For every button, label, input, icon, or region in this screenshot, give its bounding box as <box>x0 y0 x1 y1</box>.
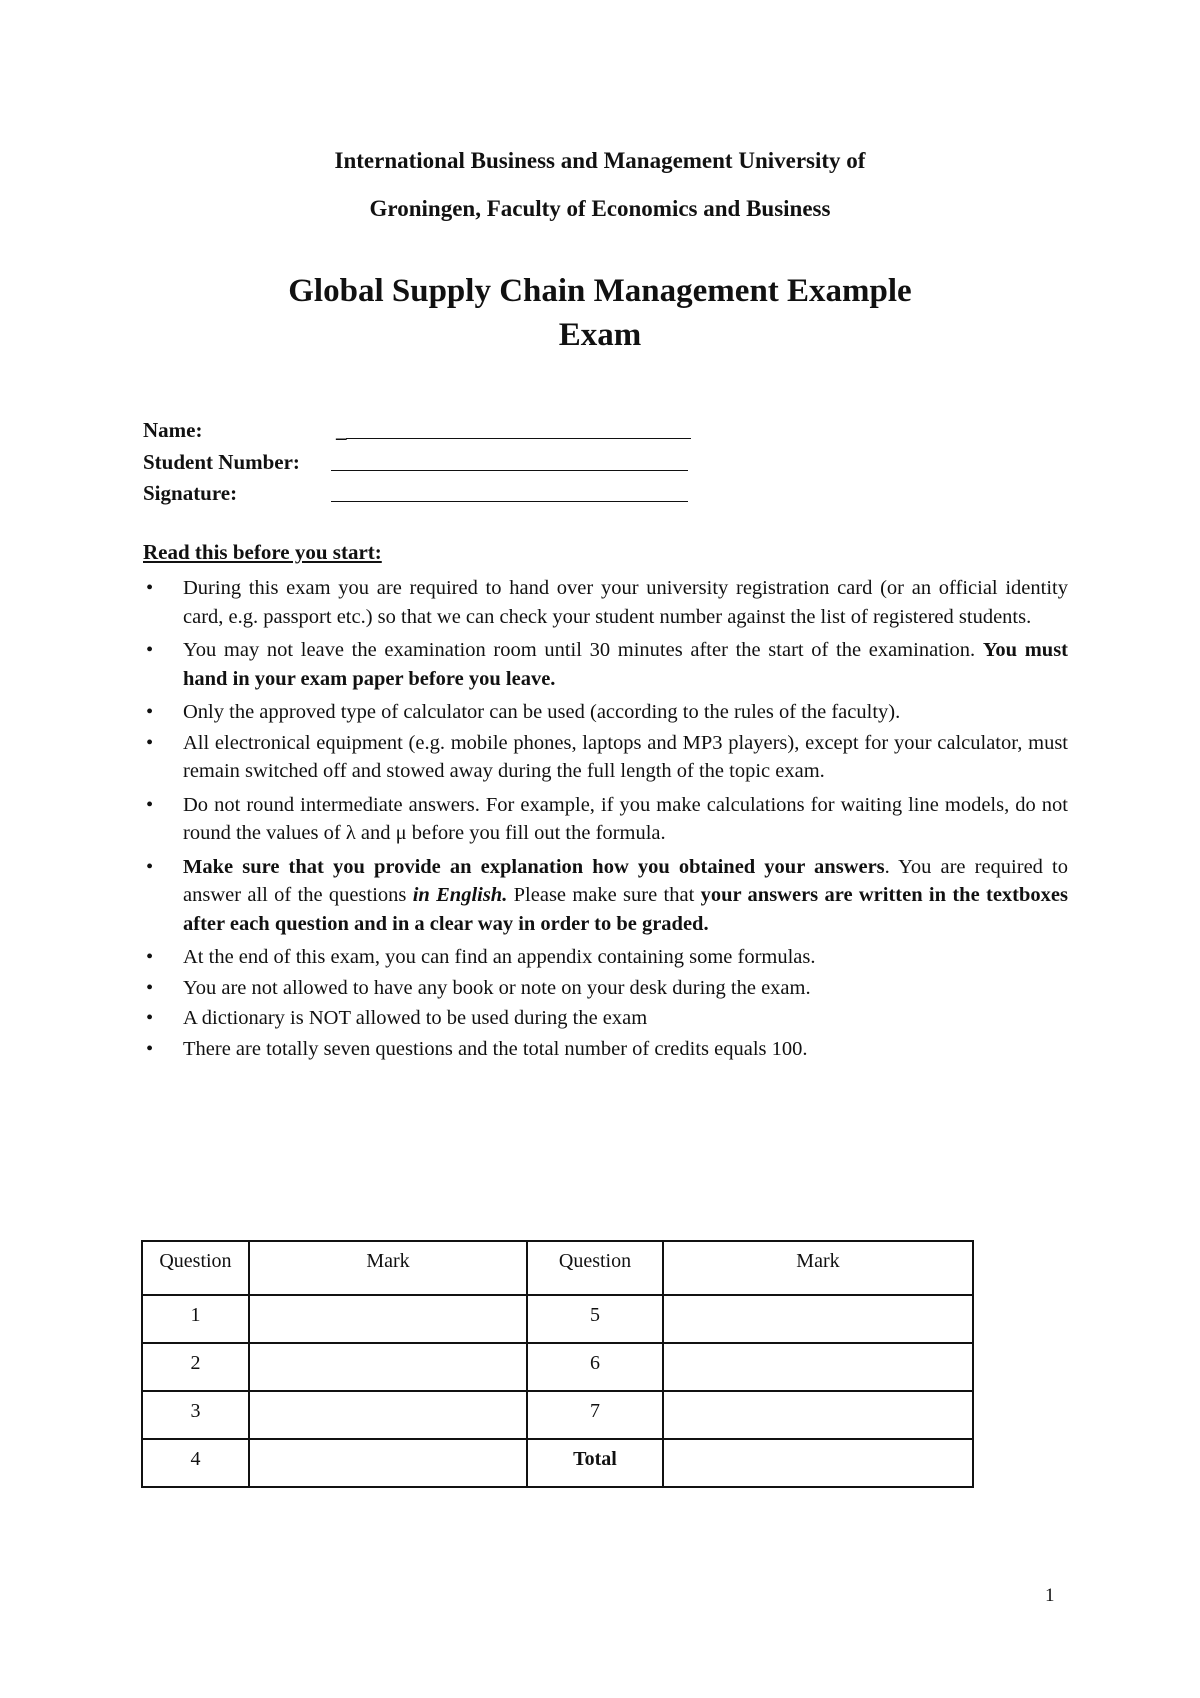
mark-cell[interactable] <box>249 1343 527 1391</box>
question-number-cell: 7 <box>527 1391 663 1439</box>
instruction-item <box>143 974 1068 1003</box>
bullet-icon: • <box>146 946 154 968</box>
instruction-text: . You are required to answer all of the questions <box>183 855 1068 906</box>
name-prefix: _ <box>336 418 347 442</box>
table-header-cell: Mark <box>249 1241 527 1295</box>
signature-line[interactable] <box>331 501 688 502</box>
instruction-text: At the end of this exam, you can find an appendix containing some formulas. <box>183 946 816 968</box>
exam-title-line-1: Global Supply Chain Management Example <box>288 273 912 309</box>
signature-field <box>143 481 703 509</box>
bullet-icon: • <box>146 855 154 878</box>
instruction-item <box>143 1004 1068 1033</box>
instruction-item <box>143 636 1068 693</box>
instruction-bold-italic-text: in English. <box>412 884 508 906</box>
table-header-row <box>142 1241 973 1295</box>
mark-cell[interactable] <box>663 1343 973 1391</box>
mark-cell[interactable] <box>249 1295 527 1343</box>
bullet-icon: • <box>146 793 154 816</box>
bullet-icon: • <box>146 1037 154 1060</box>
instruction-text: You are not allowed to have any book or note on your desk during the exam. <box>183 976 811 999</box>
table-row <box>142 1391 973 1439</box>
instruction-text: Only the approved type of calculator can be used (according to the rules of the faculty). <box>183 701 901 723</box>
instruction-item <box>143 729 1068 786</box>
total-label-cell: Total <box>527 1439 663 1487</box>
instruction-item <box>143 943 1068 972</box>
mark-cell[interactable] <box>249 1439 527 1487</box>
university-header-line-2: Groningen, Faculty of Economics and Business <box>369 196 831 221</box>
instruction-text: Do not round intermediate answers. For example, if you make calculations for waiting line models, do not round the values of λ and μ before you fill out the formula. <box>183 793 1068 844</box>
student-number-label: Student Number: <box>143 450 300 474</box>
mark-cell[interactable] <box>663 1391 973 1439</box>
table-row <box>142 1343 973 1391</box>
table-row <box>142 1295 973 1343</box>
instruction-text: Please make sure that <box>507 884 701 906</box>
university-header-line-1: International Business and Management University of <box>334 148 866 173</box>
question-number-cell: 2 <box>142 1343 249 1391</box>
table-header-cell: Question <box>142 1241 249 1295</box>
question-number-cell: 6 <box>527 1343 663 1391</box>
name-field <box>143 418 703 446</box>
instruction-bold-text: your answers are written in the textboxes after each question and in a clear way in order to be graded. <box>183 884 1068 935</box>
question-number-cell: 4 <box>142 1439 249 1487</box>
instruction-text: There are totally seven questions and the total number of credits equals 100. <box>183 1037 808 1060</box>
instruction-item <box>143 574 1068 631</box>
total-mark-cell[interactable] <box>663 1439 973 1487</box>
exam-title-line-2: Exam <box>558 317 642 353</box>
bullet-icon: • <box>146 577 154 599</box>
instruction-item <box>143 698 1068 727</box>
marks-table <box>141 1240 974 1488</box>
table-header-cell: Mark <box>663 1241 973 1295</box>
instruction-item <box>143 853 1068 939</box>
instruction-text: During this exam you are required to hand over your university registration card (or an official identity card, e.g. passport etc.) so that we can check your student number against the list of registered students. <box>183 577 1068 628</box>
table-row <box>142 1439 973 1487</box>
student-number-field <box>143 450 703 478</box>
student-number-line[interactable] <box>331 470 688 471</box>
instructions-heading: Read this before you start: <box>143 540 382 564</box>
page-number: 1 <box>1045 1585 1055 1606</box>
bullet-icon: • <box>146 976 154 999</box>
bullet-icon: • <box>146 701 154 723</box>
signature-label: Signature: <box>143 481 238 505</box>
bullet-icon: • <box>146 731 154 754</box>
instruction-text: All electronical equipment (e.g. mobile phones, laptops and MP3 players), except for your calculator, must remain switched off and stowed away during the full length of the topic exam. <box>183 731 1068 782</box>
instruction-item <box>143 791 1068 848</box>
instruction-text: You may not leave the examination room until 30 minutes after the start of the examination. <box>183 639 983 661</box>
mark-cell[interactable] <box>249 1391 527 1439</box>
question-number-cell: 1 <box>142 1295 249 1343</box>
question-number-cell: 3 <box>142 1391 249 1439</box>
instruction-bold-text: You must hand in your exam paper before you leave. <box>183 639 1068 690</box>
instruction-item <box>143 1035 1068 1064</box>
instruction-bold-text: Make sure that you provide an explanation how you obtained your answers <box>183 855 885 878</box>
table-header-cell: Question <box>527 1241 663 1295</box>
bullet-icon: • <box>146 639 154 661</box>
mark-cell[interactable] <box>663 1295 973 1343</box>
name-line[interactable] <box>346 438 691 439</box>
instruction-text: A dictionary is NOT allowed to be used during the exam <box>183 1007 648 1029</box>
bullet-icon: • <box>146 1007 154 1029</box>
instructions-list <box>143 574 1068 1065</box>
name-label: Name: <box>143 418 203 442</box>
question-number-cell: 5 <box>527 1295 663 1343</box>
